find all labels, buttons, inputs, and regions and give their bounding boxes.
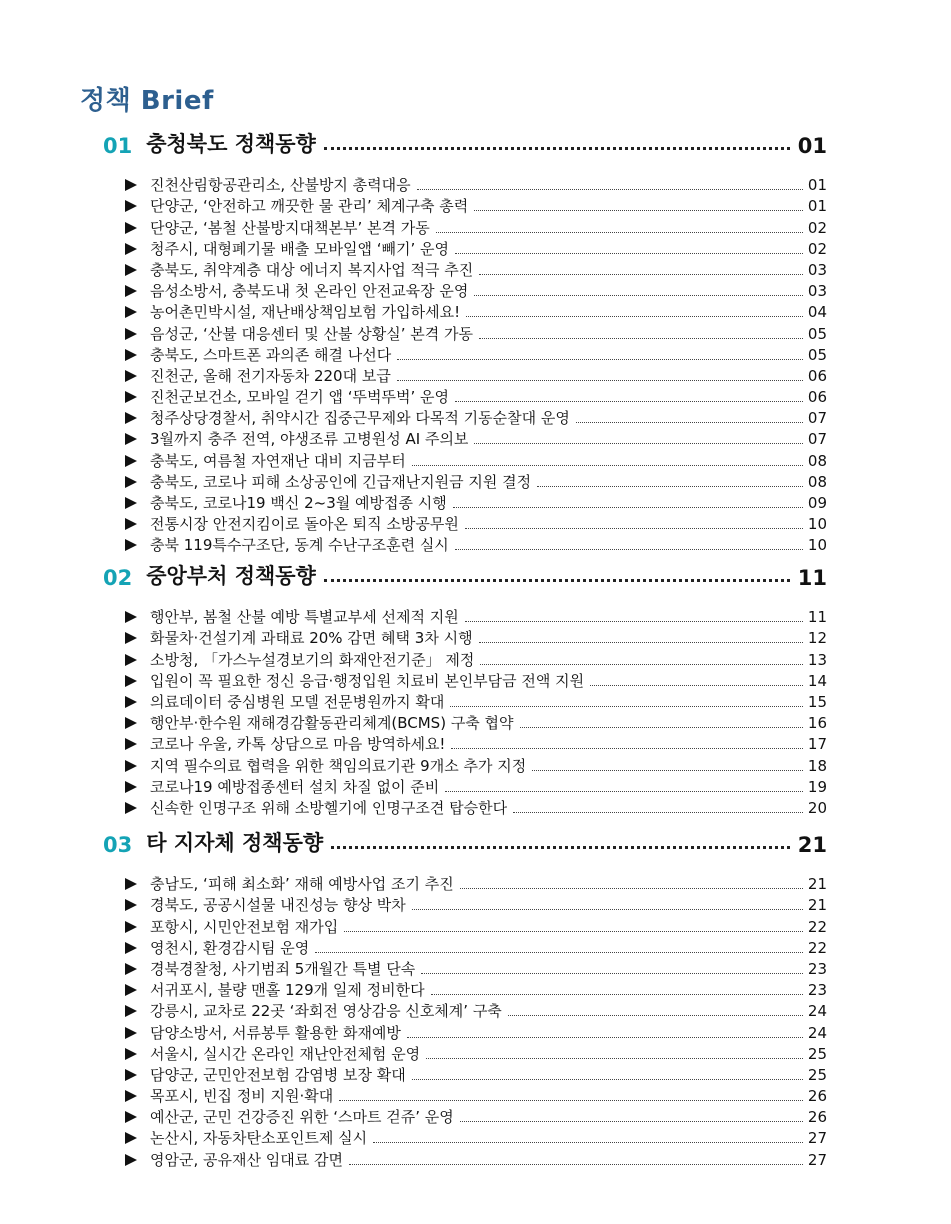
triangle-right-icon [125,433,137,445]
triangle-right-icon [125,349,137,361]
toc-item-page: 10 [807,515,827,534]
triangle-right-icon [125,200,137,212]
triangle-right-icon [125,412,137,424]
triangle-right-icon [125,1154,137,1166]
section-title: 타 지자체 정책동향 [146,831,324,855]
toc-item-page: 21 [807,896,827,915]
toc-item-title: 충북 119특수구조단, 동계 수난구조훈련 실시 [150,536,449,555]
dot-leader [412,909,803,910]
toc-item-title: 충북도, 스마트폰 과의존 해결 나선다 [150,345,392,364]
dot-leader [532,770,803,771]
dot-leader [344,931,803,932]
toc-item-page: 10 [807,536,827,555]
triangle-right-icon [125,632,137,644]
toc-item[interactable] [103,873,827,894]
toc-item-title: 경북도, 공공시설물 내진성능 향상 박차 [150,896,406,915]
toc-item[interactable] [103,691,827,712]
toc-item-title: 단양군, ‘안전하고 깨끗한 물 관리’ 체계구축 총력 [150,197,469,216]
triangle-right-icon [125,328,137,340]
toc-item[interactable] [103,1000,827,1021]
dot-leader [324,147,790,150]
toc-item[interactable] [103,648,827,669]
triangle-right-icon [125,984,137,996]
toc-item[interactable] [103,259,827,280]
toc-item-title: 경북경찰청, 사기범죄 5개월간 특별 단속 [150,959,416,978]
toc-item-page: 22 [807,917,827,936]
dot-leader [339,1100,803,1101]
toc-item-title: 논산시, 자동차탄소포인트제 실시 [150,1129,368,1148]
toc-item[interactable] [103,712,827,733]
triangle-right-icon [125,497,137,509]
section-number: 01 [103,134,133,158]
triangle-right-icon [125,921,137,933]
toc-item[interactable] [103,238,827,259]
dot-leader [513,812,803,813]
toc-item[interactable] [103,894,827,915]
toc-item-page: 06 [807,388,827,407]
toc-item[interactable] [103,1148,827,1169]
section-heading[interactable] [103,825,827,857]
toc-item-page: 26 [807,1108,827,1127]
toc-item-page: 26 [807,1087,827,1106]
toc-item-title: 포항시, 시민안전보험 재가입 [150,917,339,936]
toc-item-title: 음성소방서, 충북도내 첫 온라인 안전교육장 운영 [150,282,469,301]
toc-item-title: 영암군, 공유재산 임대료 감면 [150,1150,343,1169]
dot-leader [324,579,790,582]
toc-item-page: 20 [807,798,827,817]
toc-item-page: 27 [807,1150,827,1169]
toc-item[interactable] [103,1043,827,1064]
triangle-right-icon [125,878,137,890]
toc-item-title: 지역 필수의료 협력을 위한 책임의료기관 9개소 추가 지정 [150,756,527,775]
dot-leader [349,1164,803,1165]
toc-item-title: 충북도, 코로나19 백신 2~3월 예방접종 시행 [150,494,447,512]
toc-item-title: 3월까지 충주 전역, 야생조류 고병원성 AI 주의보 [150,430,469,449]
toc-item-list [103,606,827,818]
toc-item[interactable] [103,1064,827,1085]
toc-item-page: 08 [807,472,827,491]
triangle-right-icon [125,1111,137,1123]
triangle-right-icon [125,717,137,729]
dot-leader [421,973,803,974]
dot-leader [373,1142,803,1143]
dot-leader [331,846,790,849]
toc-item-page: 14 [807,671,827,690]
toc-item[interactable] [103,1106,827,1127]
toc-item-page: 24 [807,1023,827,1042]
toc-item[interactable] [103,513,827,534]
dot-leader [412,465,803,466]
dot-leader [466,316,803,317]
section-number: 03 [103,833,133,857]
toc-item-title: 진천군보건소, 모바일 걷기 앱 ‘뚜벅뚜벅’ 운영 [150,388,449,407]
toc-item-title: 강릉시, 교차로 22곳 ‘좌회전 영상감응 신호체계’ 구축 [150,1002,502,1021]
toc-item[interactable] [103,776,827,797]
toc-item-page: 03 [807,260,827,279]
toc-item-title: 코로나19 예방접종센터 설치 차질 없이 준비 [150,777,440,796]
toc-item-title: 단양군, ‘봄철 산불방지대책본부’ 본격 가동 [150,218,430,237]
toc-item[interactable] [103,1085,827,1106]
section-heading[interactable] [103,126,827,158]
toc-item-title: 충북도, 취약계층 대상 에너지 복지사업 적극 추진 [150,260,474,279]
dot-leader [460,1121,803,1122]
toc-item[interactable] [103,174,827,195]
dot-leader [460,888,803,889]
toc-item-title: 음성군, ‘산불 대응센터 및 산불 상황실’ 본격 가동 [150,324,473,343]
toc-item-title: 청주시, 대형폐기물 배출 모바일앱 ‘빼기’ 운영 [150,239,449,258]
toc-item[interactable] [103,365,827,386]
toc-item-title: 농어촌민박시설, 재난배상책임보험 가입하세요! [150,303,461,322]
triangle-right-icon [125,611,137,623]
toc-item-page: 21 [807,875,827,894]
toc-section [103,126,827,555]
toc-item[interactable] [103,322,827,343]
toc-item-page: 04 [807,303,827,322]
toc-item-page: 05 [807,345,827,364]
toc-item[interactable] [103,670,827,691]
toc-item-title: 서울시, 실시간 온라인 재난안전체험 운영 [150,1044,421,1063]
section-title: 충청북도 정책동향 [146,132,316,156]
triangle-right-icon [125,781,137,793]
toc-item-page: 13 [807,650,827,669]
dot-leader [508,1015,803,1016]
triangle-right-icon [125,1048,137,1060]
toc-item-page: 08 [807,451,827,470]
toc-item-page: 27 [807,1129,827,1148]
dot-leader [479,642,803,643]
toc-item-page: 22 [807,938,827,957]
dot-leader [474,210,803,211]
toc-item[interactable] [103,797,827,818]
toc-item[interactable] [103,216,827,237]
triangle-right-icon [125,942,137,954]
page-title: 정책 Brief [80,86,214,116]
toc-item[interactable] [103,979,827,1000]
toc-item[interactable] [103,915,827,936]
toc-item-page: 17 [807,735,827,754]
dot-leader [537,486,803,487]
triangle-right-icon [125,539,137,551]
triangle-right-icon [125,476,137,488]
toc-item-page: 05 [807,324,827,343]
triangle-right-icon [125,899,137,911]
toc-item[interactable] [103,386,827,407]
dot-leader [455,549,803,550]
dot-leader [407,1037,803,1038]
toc-item-title: 신속한 인명구조 위해 소방헬기에 인명구조견 탑승한다 [150,798,508,817]
toc-item[interactable] [103,492,827,513]
triangle-right-icon [125,455,137,467]
toc-item-title: 화물차·건설기계 과태료 20% 감면 혜택 3차 시행 [150,629,473,648]
dot-leader [474,295,803,296]
toc-item-page: 23 [807,959,827,978]
toc-item-title: 예산군, 군민 건강증진 위한 ‘스마트 걷쥬’ 운영 [150,1108,454,1127]
dot-leader [315,952,803,953]
toc-item[interactable] [103,471,827,492]
toc-item-page: 25 [807,1065,827,1084]
toc-item[interactable] [103,754,827,775]
triangle-right-icon [125,760,137,772]
toc-item[interactable] [103,958,827,979]
toc-item[interactable] [103,449,827,470]
dot-leader [590,685,803,686]
toc-item-list [103,873,827,1170]
dot-leader [426,1058,803,1059]
dot-leader [474,443,803,444]
toc-item-page: 25 [807,1044,827,1063]
toc-item-page: 09 [807,494,827,512]
toc-item-page: 01 [807,197,827,216]
dot-leader [445,791,803,792]
triangle-right-icon [125,264,137,276]
toc-item-page: 16 [807,714,827,733]
triangle-right-icon [125,285,137,297]
toc-item-title: 전통시장 안전지킴이로 돌아온 퇴직 소방공무원 [150,515,459,534]
toc-item-list [103,174,827,555]
toc-item-page: 06 [807,366,827,385]
dot-leader [479,274,803,275]
triangle-right-icon [125,1005,137,1017]
section-title: 중앙부처 정책동향 [146,564,316,588]
dot-leader [465,621,803,622]
dot-leader [465,528,803,529]
triangle-right-icon [125,243,137,255]
toc-item-title: 영천시, 환경감시팀 운영 [150,938,310,957]
toc-item-page: 12 [807,629,827,648]
triangle-right-icon [125,654,137,666]
toc-item-page: 19 [807,777,827,796]
dot-leader [450,706,803,707]
toc-item[interactable] [103,937,827,958]
dot-leader [453,507,803,508]
toc-item-title: 충남도, ‘피해 최소화’ 재해 예방사업 조기 추진 [150,875,454,894]
dot-leader [520,727,803,728]
dot-leader [417,189,803,190]
dot-leader [397,359,803,360]
toc-item[interactable] [103,301,827,322]
toc-item-page: 24 [807,1002,827,1021]
toc-item-title: 충북도, 여름철 자연재난 대비 지금부터 [150,451,406,470]
triangle-right-icon [125,738,137,750]
toc-item-page: 01 [807,176,827,195]
dot-leader [436,232,803,233]
dot-leader [455,401,803,402]
triangle-right-icon [125,675,137,687]
dot-leader [431,994,803,995]
dot-leader [412,1079,803,1080]
toc-item-title: 서귀포시, 불량 맨홀 129개 일제 정비한다 [150,981,425,1000]
toc-item-page: 15 [807,692,827,711]
triangle-right-icon [125,963,137,975]
toc-item-page: 03 [807,282,827,301]
triangle-right-icon [125,1069,137,1081]
toc-item-title: 진천군, 올해 전기자동차 220대 보급 [150,366,391,385]
triangle-right-icon [125,696,137,708]
toc-item[interactable] [103,195,827,216]
dot-leader [451,748,803,749]
dot-leader [455,253,803,254]
triangle-right-icon [125,306,137,318]
dot-leader [397,380,803,381]
toc-item[interactable] [103,1021,827,1042]
toc-item[interactable] [103,733,827,754]
toc-item[interactable] [103,280,827,301]
toc-item-page: 18 [807,756,827,775]
toc-item-title: 목포시, 빈집 정비 지원·확대 [150,1087,334,1106]
toc-item-title: 소방청, 「가스누설경보기의 화재안전기준」 제정 [150,650,475,669]
toc-item[interactable] [103,428,827,449]
triangle-right-icon [125,391,137,403]
triangle-right-icon [125,370,137,382]
toc-item[interactable] [103,344,827,365]
toc-item-page: 02 [807,218,827,237]
toc-item-page: 23 [807,981,827,1000]
section-page-number: 21 [797,833,827,857]
dot-leader [479,338,803,339]
toc-item-title: 담양소방서, 서류봉투 활용한 화재예방 [150,1023,401,1042]
toc-item-title: 입원이 꼭 필요한 정신 응급·행정입원 치료비 본인부담금 전액 지원 [150,671,585,690]
triangle-right-icon [125,802,137,814]
triangle-right-icon [125,1027,137,1039]
triangle-right-icon [125,518,137,530]
toc-section [103,825,827,1170]
section-heading[interactable] [103,558,827,590]
toc-item-page: 11 [807,608,827,627]
triangle-right-icon [125,179,137,191]
toc-item-page: 07 [807,409,827,428]
section-page-number: 01 [797,134,827,158]
section-page-number: 11 [797,566,827,590]
section-number: 02 [103,566,133,590]
toc-item-title: 행안부, 봄철 산불 예방 특별교부세 선제적 지원 [150,608,459,627]
toc-item-title: 행안부·한수원 재해경감활동관리체계(BCMS) 구축 협약 [150,714,514,733]
toc-item[interactable] [103,534,827,555]
toc-item-title: 코로나 우울, 카톡 상담으로 마음 방역하세요! [150,735,446,754]
toc-item-title: 진천산림항공관리소, 산불방지 총력대응 [150,176,411,195]
toc-item-title: 의료데이터 중심병원 모델 전문병원까지 확대 [150,692,445,711]
dot-leader [480,664,803,665]
toc-item-page: 07 [807,430,827,449]
toc-item[interactable] [103,1127,827,1148]
triangle-right-icon [125,1132,137,1144]
toc-item[interactable] [103,407,827,428]
toc-item-title: 담양군, 군민안전보험 감염병 보장 확대 [150,1065,406,1084]
toc-item-page: 02 [807,239,827,258]
toc-item-title: 충북도, 코로나 피해 소상공인에 긴급재난지원금 지원 결정 [150,472,532,491]
toc-item[interactable] [103,606,827,627]
toc-section [103,558,827,818]
dot-leader [576,422,803,423]
triangle-right-icon [125,1090,137,1102]
triangle-right-icon [125,222,137,234]
toc-item-title: 청주상당경찰서, 취약시간 집중근무제와 다목적 기동순찰대 운영 [150,409,570,428]
toc-item[interactable] [103,627,827,648]
